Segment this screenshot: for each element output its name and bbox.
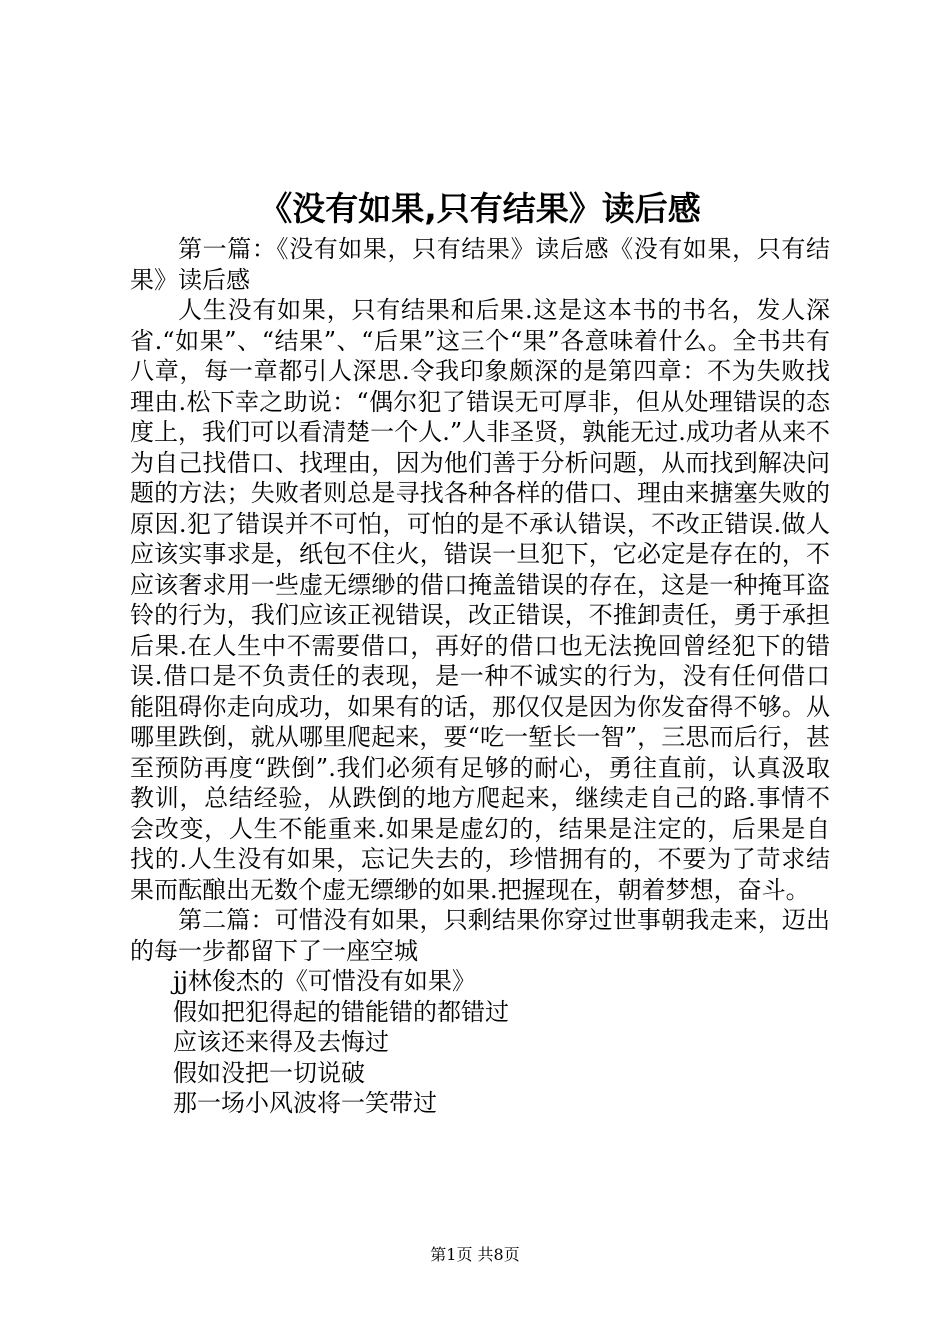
- paragraph-1: 第一篇：《没有如果，只有结果》读后感《没有如果，只有结果》读后感: [130, 235, 830, 294]
- paragraph-3: 第二篇：可惜没有如果，只剩结果你穿过世事朝我走来，迈出的每一步都留下了一座空城: [130, 906, 830, 965]
- lyric-line-2: 假如把犯得起的错能错的都错过: [173, 997, 509, 1026]
- document-title: 《没有如果,只有结果》读后感: [259, 189, 701, 228]
- lyric-line-1: jj林俊杰的《可惜没有如果》: [173, 967, 476, 995]
- page-footer: 第1页 共8页: [430, 1245, 520, 1264]
- document-body: [130, 234, 830, 1119]
- lyric-line-5: 那一场小风波将一笑带过: [173, 1089, 437, 1117]
- lyric-line-3: 应该还来得及去悔过: [173, 1028, 389, 1056]
- lyric-line-4: 假如没把一切说破: [173, 1058, 365, 1087]
- paragraph-2: 人生没有如果，只有结果和后果.这是这本书的书名，发人深省.“如果”、“结果”、“后果”这三个“果”各意味着什么。全书共有八章，每一章都引人深思.令我印象颇深的是第四章：不为失败找理由.松下幸之助说：“偶尔犯了错误无可厚非，但从处理错误的态度上，我们可以看清楚一个人.”人非圣贤，孰能无过.成功者从来不为自己找借口、找理由，因为他们善于分析问题，从而找到解决问题的方法；失败者则总是寻找各种各样的借口、理由来搪塞失败的原因.犯了错误并不可怕，可怕的是不承认错误，不改正错误.做人应该实事求是，纸包不住火，错误一旦犯下，它必定是存在的，不应该奢求用一些虚无缥缈的借口掩盖错误的存在，这是一种掩耳盗铃的行为，我们应该正视错误，改正错误，不推卸责任，勇于承担后果.在人生中不需要借口，再好的借口也无法挽回曾经犯下的错误.借口是不负责任的表现，是一种不诚实的行为，没有任何借口能阻碍你走向成功，如果有的话，那仅仅是因为你发奋得不够。从哪里跌倒，就从哪里爬起来，要“吃一堑长一智”，三思而后行，甚至预防再度“跌倒”.我们必须有足够的耐心，勇往直前，认真汲取教训，总结经验，从跌倒的地方爬起来，继续走自己的路.事情不会改变，人生不能重来.如果是虚幻的，结果是注定的，后果是自找的.人生没有如果，忘记失去的，珍惜拥有的，不要为了苛求结果而酝酿出无数个虚无缥缈的如果.把握现在，朝着梦想，奋斗。: [130, 296, 830, 904]
